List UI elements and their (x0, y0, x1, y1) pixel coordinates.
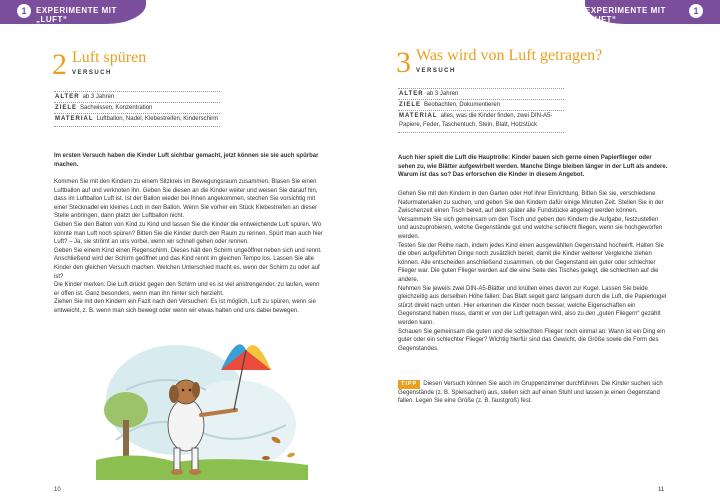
right-body (398, 190, 668, 353)
paragraph: Nehmen Sie jeweils zwei DIN-A5-Blätter und knüllen eines davon zur Kugel. Lassen Sie beide gleichzeitig aus derselben Höhe fallen: Das Blatt segelt ganz langsam durch die Luft, die Papierkugel stürzt direkt nach unten. Hier erkennen die Kinder noch besser, welche Eigenschaften ein Gegenstand haben muss, damit er von der Luft getragen wird, also zu den „guten Fliegern“ gezählt werden kann. (398, 285, 667, 326)
paragraph: Ziehen Sie mit den Kindern ein Fazit nach den Versuchen: Es ist möglich, Luft zu spüren, wenn sie entweicht, z. B. wenn man sich bewegt oder wenn wir etwas halten und uns dabei bewegen. (54, 299, 316, 314)
dog-umbrella-illustration (96, 330, 308, 480)
paragraph: Schauen Sie gemeinsam die guten und die schlechten Flieger noch einmal an: Wann ist ein Ding ein guter oder ein schlechter Flieger? Wichtig hierfür sind das Gewicht, die Größe sowie die Form des Gegenstandes. (398, 328, 665, 352)
chapter-label-left: EXPERIMENTE MIT „LUFT“ (36, 6, 117, 24)
chapter-number-left: 1 (17, 4, 31, 18)
chapter-label-right: EXPERIMENTE MIT „LUFT“ (585, 6, 666, 24)
page-number-right: 11 (658, 487, 665, 493)
left-title-block (52, 50, 312, 80)
right-title-block (396, 48, 686, 78)
tip-box (398, 380, 668, 406)
header-band-right (585, 0, 720, 24)
experiment-number: 2 (52, 48, 67, 81)
chapter-number-right: 1 (689, 4, 703, 18)
meta-row: ZIELE Sachwissen, Konzentration (54, 102, 220, 113)
paragraph: Geben Sie einem Kind einen Regenschirm. Dieses hält den Schirm ungeöffnet neben sich und rennt. Anschließend wird der Schirm geöffnet und das Kind rennt im gleichen Tempo los. Lassen Sie alle Kinder den gleichen Versuch machen. Welchen Unterschied macht es, wenn der Schirm zu oder auf ist? (54, 247, 322, 280)
left-body (54, 178, 324, 316)
experiment-type: VERSUCH (72, 70, 112, 76)
meta-row: ALTER ab 3 Jahren (54, 91, 220, 102)
right-meta-box (398, 88, 564, 133)
tip-text: Diesen Versuch können Sie auch im Gruppenzimmer durchführen. Die Kinder suchen sich Gegenstände (z. B. Spielsachen) aus, stellen sich auf einen Stuhl und lassen je einen Gegenstand fallen. Legen Sie eine Größe (z. B. faustgroß) fest. (398, 381, 663, 405)
meta-row: ALTER ab 3 Jahren (398, 88, 564, 99)
left-intro: Im ersten Versuch haben die Kinder Luft sichtbar gemacht, jetzt können sie sie auch spürbar machen. (54, 153, 319, 168)
right-intro: Auch hier spielt die Luft die Hauptrolle: Kinder bauen sich gerne einen Papierflieger oder sehen zu, wie Blätter aufgewirbelt werden. Manche Dinge bleiben länger in der Luft als andere. Warum ist das so? Das erforschen die Kinder in diesem Angebot. (398, 155, 668, 179)
paragraph: Testen Sie der Reihe nach, indem jedes Kind einen ausgewählten Gegenstand hochwirft. Halten Sie die oben aufgeführten Dinge noch zusätzlich bereit, damit die Kinder weiterer Vergleiche ziehen können. Alle entscheiden anschließend zusammen, ob der Gegenstand ein guter oder schlechter Flieger war. Die guten Flieger werden auf die eine Seite des Tisches gelegt, die schlechten auf die andere. (398, 242, 664, 283)
header-band-left (0, 0, 146, 24)
paragraph: Kommen Sie mit den Kindern zu einem Sitzkreis im Bewegungsraum zusammen. Blasen Sie einen Luftballon auf und verknoten ihn. Geben Sie diesen an die Kinder weiter und weisen Sie darauf hin, dass im Luftballon Luft ist. Ist der Ballon wieder bei Ihnen angekommen, stechen Sie vorsichtig mit einer Stecknadel ein kleines Loch in den Ballon. Wenn Sie vorher ein Stück Klebestreifen an dieser Stelle anbringen, dann platzt der Luftballon nicht. (54, 179, 318, 220)
experiment-title: Luft spüren (72, 49, 147, 66)
meta-row: MATERIAL Luftballon, Nadel, Klebestreifen, Kinderschirm (54, 113, 220, 127)
meta-row: MATERIAL alles, was die Kinder finden, zwei DIN-A5-Papiere, Feder, Taschentuch, Stein, Blatt, Holzstück (398, 110, 564, 133)
tip-label: TIPP (398, 380, 420, 389)
paragraph: Gehen Sie mit den Kindern in den Garten oder Hof ihrer Einrichtung. Bitten Sie sie, verschiedene Naturmaterialien zu suchen, und geben Sie den Kindern dafür einige Minuten Zeit. Stellen Sie in der Zwischenzeit einen Tisch bereit, auf dem später alle Fundstücke abgelegt werden können. (398, 191, 664, 215)
page-number-left: 10 (54, 487, 61, 493)
experiment-title: Was wird von Luft getragen? (416, 47, 603, 64)
left-meta-box (54, 91, 220, 127)
paragraph: Geben Sie den Ballon von Kind zu Kind und lassen Sie die Kinder die entweichende Luft spüren. Wo könnte man Luft noch spüren? Bitten Sie die Kinder durch den Raum zu rennen. Spürt man auch hier Luft? – Ja, sie strömt an uns vorbei, wenn wir schnell gehen oder rennen. (54, 221, 323, 246)
experiment-number: 3 (396, 46, 411, 79)
experiment-type: VERSUCH (416, 68, 456, 74)
meta-row: ZIELE Beobachten, Dokumentieren (398, 99, 564, 110)
paragraph: Versammeln Sie sich gemeinsam um den Tisch und geben den Kindern die Aufgabe, festzustellen und auszuprobieren, welche Gegenstände gut und welche schlecht fliegen, wenn sie hochgeworfen werden. (398, 216, 663, 240)
paragraph: Die Kinder merken: Die Luft drückt gegen den Schirm und es ist viel anstrengender, zu laufen, wenn er offen ist. Ganz besonders, wenn man ihn hinter sich herzieht. (54, 282, 320, 297)
